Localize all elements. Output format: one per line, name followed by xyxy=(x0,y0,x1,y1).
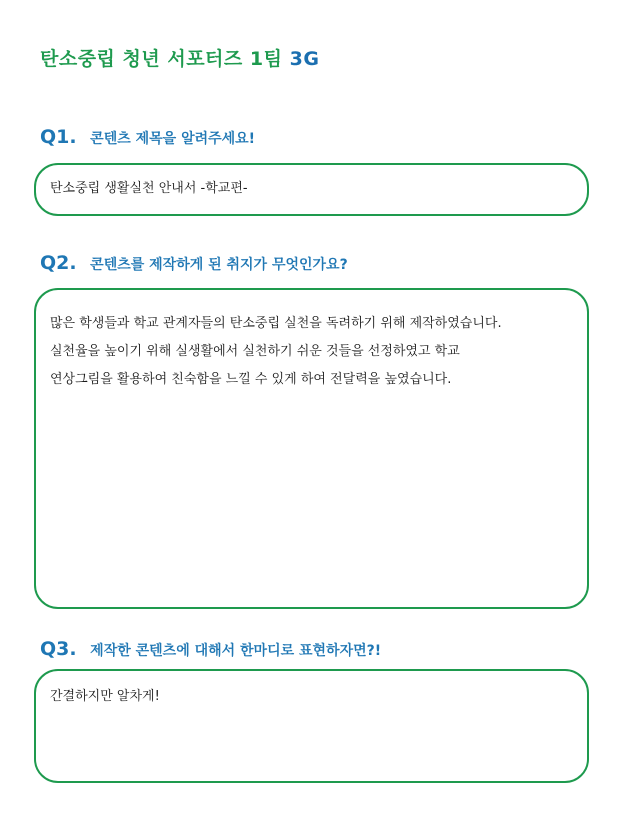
page-title xyxy=(40,44,319,71)
answer-2-box xyxy=(34,288,589,609)
question-3-number: Q3. xyxy=(40,638,77,660)
answer-3-box xyxy=(34,669,589,783)
question-2-text: 콘텐츠를 제작하게 된 취지가 무엇인가요? xyxy=(90,257,348,273)
answer-2-line-2: 실천율을 높이기 위해 실생활에서 실천하기 쉬운 것들을 선정하였고 학교 xyxy=(50,344,460,359)
answer-2-line-1: 많은 학생들과 학교 관계자들의 탄소중립 실천을 독려하기 위해 제작하였습니다. xyxy=(50,316,502,331)
page-title-suffix: 3G xyxy=(289,48,320,70)
question-3-text: 제작한 콘텐츠에 대해서 한마디로 표현하자면?! xyxy=(90,643,382,659)
page-title-main: 탄소중립 청년 서포터즈 1팀 xyxy=(40,48,283,70)
question-1-text: 콘텐츠 제목을 알려주세요! xyxy=(90,131,256,147)
question-2 xyxy=(40,252,348,274)
answer-1-text: 탄소중립 생활실천 안내서 -학교편- xyxy=(50,181,248,196)
question-2-number: Q2. xyxy=(40,252,77,274)
answer-2-line-3: 연상그림을 활용하여 친숙함을 느낄 수 있게 하여 전달력을 높였습니다. xyxy=(50,372,452,387)
answer-2-text xyxy=(50,290,573,394)
question-1-number: Q1. xyxy=(40,126,77,148)
answer-3-text: 간결하지만 알차게! xyxy=(50,689,160,704)
question-1 xyxy=(40,126,255,148)
answer-1-box xyxy=(34,163,589,216)
question-3 xyxy=(40,638,381,660)
